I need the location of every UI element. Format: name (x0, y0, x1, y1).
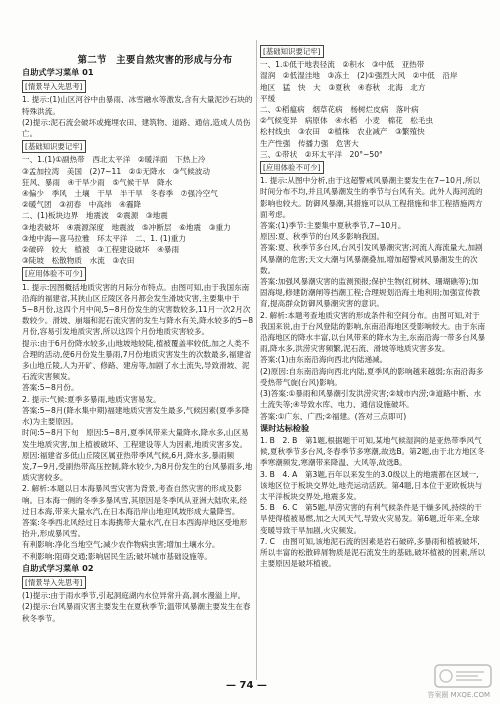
apply-line: 答案:夏、秋季节多台风,台风引发风暴潮灾害;河流人海流量大,加剧风暴潮的危害;天文大潮与风暴潮叠加,增加超警戒风暴潮发生的次数。 (260, 243, 483, 275)
basic-line: ④偏少 季风 土壤 干旱 半干旱 冬春季 ⑦强冷空气 (22, 189, 218, 199)
basic-line: 湿润 ②低湿洼地 ③冻土 (2)①强烈大风 ②中低 沿岸 (260, 71, 458, 81)
section-title: 第二节 主要自然灾害的形成与分布 (77, 55, 233, 66)
basic-line: ②气候变异 病原体 ④水稻 小麦 棉花 松毛虫 (260, 116, 434, 126)
situation-line: (1)提示:由于雨水季节,引起洞庭湖内水位异常升高,洞水漫溢上岸。 (22, 591, 246, 601)
apply-line: 答案:冬季西北风经过日本海携带大量水汽,在日本西海岸地区受地形抬升,形成暴风雪。 (22, 517, 248, 539)
basic-line: ②暖气团 ③初春 中高纬 ④霾降 (22, 200, 142, 210)
apply-line: 2. 提示:气候:夏季多暴雨,地质灾害易发。 (22, 394, 161, 404)
basic-line: 一、1.(1)①副热带 西北太平洋 ②暖洋面 下热上冷 (22, 155, 206, 165)
eval-line: 5. B 6. C 第5题,旱涝灾害的有利气候条件是干燥多风,持续的干旱使得植被易燃,加之大风天气,导致火灾易发。第6题,近年来,全球变暖导致干旱加剧,火灾频发。 (260, 503, 482, 535)
basic-line: ③陡坡 松散物质 水流 ③农田 (22, 256, 135, 266)
basic-line: 二、①稻瘟病 烟草花病 杨树烂皮病 落叶病 (260, 105, 419, 115)
box-apply-1: [应用体验不可少] (22, 267, 86, 280)
apply-line: 答案:(1)由东南沿海向西北内陆递减。 (260, 355, 388, 365)
basic-line: 二、(1)板块边界 地震波 ②震源 ③地震 (22, 211, 168, 221)
box-situation-2: [情景导入先思考] (22, 576, 86, 589)
watermark-text: 答案圈 MXQE.COM (427, 691, 490, 699)
apply-line: 1. 提示:因图概括地质灾害的月际分布特点。由图可知,由于我国东南沿海的福建省,其狭山区丘陵区各月都会发生滑坡灾害,主要集中于5~8月份,这四个月中间,5~8月份发生的灾害数较多,11月一次2月次数较少。滑坡、崩塌和泥石流灾害的发生与降水有关,降水较多的5~8月份,容易引发地质灾害,所以这四个月份地质灾害较多。 (22, 282, 254, 337)
left-column (22, 66, 254, 624)
basic-line: ②破碎 较大 植被 ③工程建设破坏 ④暴雨 (22, 245, 180, 255)
basic-line: 一、1.①低于地表径流 ②积水 ③中低 亚热带 (260, 60, 425, 70)
apply-line: 2. 解析:本题以日本海暴风雪灾害为背景,考查自然灾害的形成及影响。日本海一侧的冬季多暴风雪,其原因是冬季风从亚洲大陆吹来,经过日本海,带来大量水汽,在日本海沿岸山地迎风坡形成大量降雪。 (22, 484, 248, 516)
menu-heading-01: 自助式学习菜单 01 (22, 67, 94, 77)
menu-heading-02: 自助式学习菜单 02 (22, 562, 94, 573)
apply-line: 原因:福建省多低山丘陵区属亚热带季风气候,6月,降水多,暴雨频发,7~9月,受副热带高压控制,降水较少,为8月份发生的台风暴雨多,地质灾害较多。 (22, 450, 253, 483)
apply-line: 提示:由于6月份降水较多,山地坡地较陡,植被覆盖率较低,加之人类不合理的活动,使6月份发生暴雨,7月份地质灾害发生的次数最多,福建省多山地丘陵,人为开矿、修路、建房等,加剧了水土流失,导致滑坡、泥石流灾害频发。 (22, 338, 252, 382)
basic-line: 三、①带状 ②环太平洋 20°~50° (260, 149, 383, 159)
apply-line: 答案:加强风暴潮灾害的监测预报;保护生物(红树林、珊瑚礁等);加固海堤,修建防潮闸等挡潮工程;合理规划沿海土地利用;加强宣传教育,提高群众防御风暴潮灾害的意识。 (260, 277, 481, 309)
box-basic-2: [基础知识要记牢] (260, 45, 324, 58)
apply-line: 时间:5~8月下旬 原因:5~8月,夏季风带来大量降水,降水多,山区易发生地质灾害,加上植被破坏、工程建设等人为因素,地质灾害多发。 (22, 428, 249, 449)
basic-line: 地区 猛 快 大 ③夏秋 ④春秋 北海 北方 (260, 82, 426, 92)
eval-line: 7. C 由图可知,该地泥石流的因素是岩石破碎,多暴雨和植被破坏,所以丰富的松散碎屑物质是泥石流发生的基础,破坏植被的因素,所以主要原因是破坏植被。 (260, 536, 486, 569)
situation-line: 1. 提示:(1)山区河谷中由暴雨、冰雪融水等激发,含有大量泥沙石块的特殊洪流。 (22, 95, 253, 116)
box-apply-2: [应用体验不可少] (260, 161, 324, 174)
situation-line: (2)提示:台风暴雨灾害主要发生在夏秋季节;温带风暴潮主要发生在春秋冬季节。 (22, 602, 251, 623)
apply-line: 有利影响:净化当地空气;减少农作物病虫害;增加土壤水分。 (22, 540, 220, 550)
situation-line: (2)提示:泥石流会破坏或掩埋农田、建筑物、道路、通信,造成人员伤亡。 (22, 117, 251, 139)
basic-line: 狂风、暴雨 ④干旱少雨 ⑤气候干旱 降水 (22, 177, 173, 187)
eval-line: 1. B 2. B 第1题,根据题干可知,某地气候湿润的是亚热带季风气候,夏秋季节多台风,冬春季节多寒潮,故选B。第2题,由于北方地区冬季寒潮频发,寒潮带来降温、大风等,故选B。 (260, 435, 485, 468)
basic-line: ③地中海—喜马拉雅 环太平洋 二、1. (1)重力 (22, 233, 186, 243)
eval-line: 3. B 4. A 第3题,百年以来发生的3.0级以上的地震都在区域一,该地区位于板块交界处,地壳运动活跃。第4题,日本位于亚欧板块与太平洋板块交界处,地震多发。 (260, 469, 483, 501)
eval-heading: 课时达标检验 (260, 422, 310, 433)
apply-line: (2)原因:自东南沿海向西北内陆,夏季风的影响越来越弱;东南沿海多受热带气旋(台风)影响。 (260, 366, 484, 387)
apply-line: 原因:夏、秋季节的台风多影响我国。 (260, 232, 385, 242)
basic-line: ③孟加拉湾 美国 (2)7~11 ②①无降水 ③气候波动 (22, 166, 210, 176)
page-number: — 74 — (226, 680, 267, 691)
apply-line: 答案:①广东、广西;②福建。(答对三点即可) (260, 411, 407, 421)
apply-line: (3)答案:①暴雨和风暴潮引发洪涝灾害;②城市内涝;③道路中断、水土流失等;④导致水库、电力、通信设施破坏。 (260, 389, 482, 410)
box-basic-1: [基础知识要记牢] (22, 140, 86, 153)
basic-line: 生产性强 传播力强 危害大 (260, 138, 359, 148)
right-column (260, 44, 486, 569)
apply-line: 答案:(1)季节:主要集中夏秋季节,7~10月。 (260, 221, 406, 231)
basic-line: 松村线虫 ③农田 ②植株 农业减产 ③繁殖快 (260, 127, 425, 137)
apply-line: 答案:5~8月份。 (22, 383, 79, 393)
box-situation-1: [情景导入先思考] (22, 80, 86, 93)
basic-line: ③地表破坏 ④震源深度 地震波 ⑤冲断层 ⑥地震 ③重力 (22, 222, 231, 232)
apply-line: 2. 解析:本题考查地质灾害的形成条件和空间分布。由图可知,对于我国来说,由于台风登陆的影响,东南沿海地区受影响较大。由于东南沿海地区的降水丰富,以台风带来的降水为主,东南沿海一带多台风暴雨,降水多,洪涝灾害频繁,泥石流、滑坡等地质灾害多发。 (260, 310, 486, 354)
apply-line: 不利影响:阻碍交通;影响居民生活;破坏城市基础设施等。 (22, 551, 212, 561)
apply-line: 1. 提示:从图中分析,由于这超警戒风暴潮主要发生在7~10月,所以时间分布不均,并且风暴潮发生的季节与台风有关。此外人海河流的影响也较大。防御风暴潮,其措施可以从工程措施和非工程措施两方面考虑。 (260, 176, 483, 219)
basic-line: 平缓 (260, 93, 276, 103)
column-divider (256, 40, 257, 680)
apply-line: 答案:5~8月(降水集中期)福建地质灾害发生最多,气候因素(夏季多降水)为主要原因。 (22, 405, 250, 427)
